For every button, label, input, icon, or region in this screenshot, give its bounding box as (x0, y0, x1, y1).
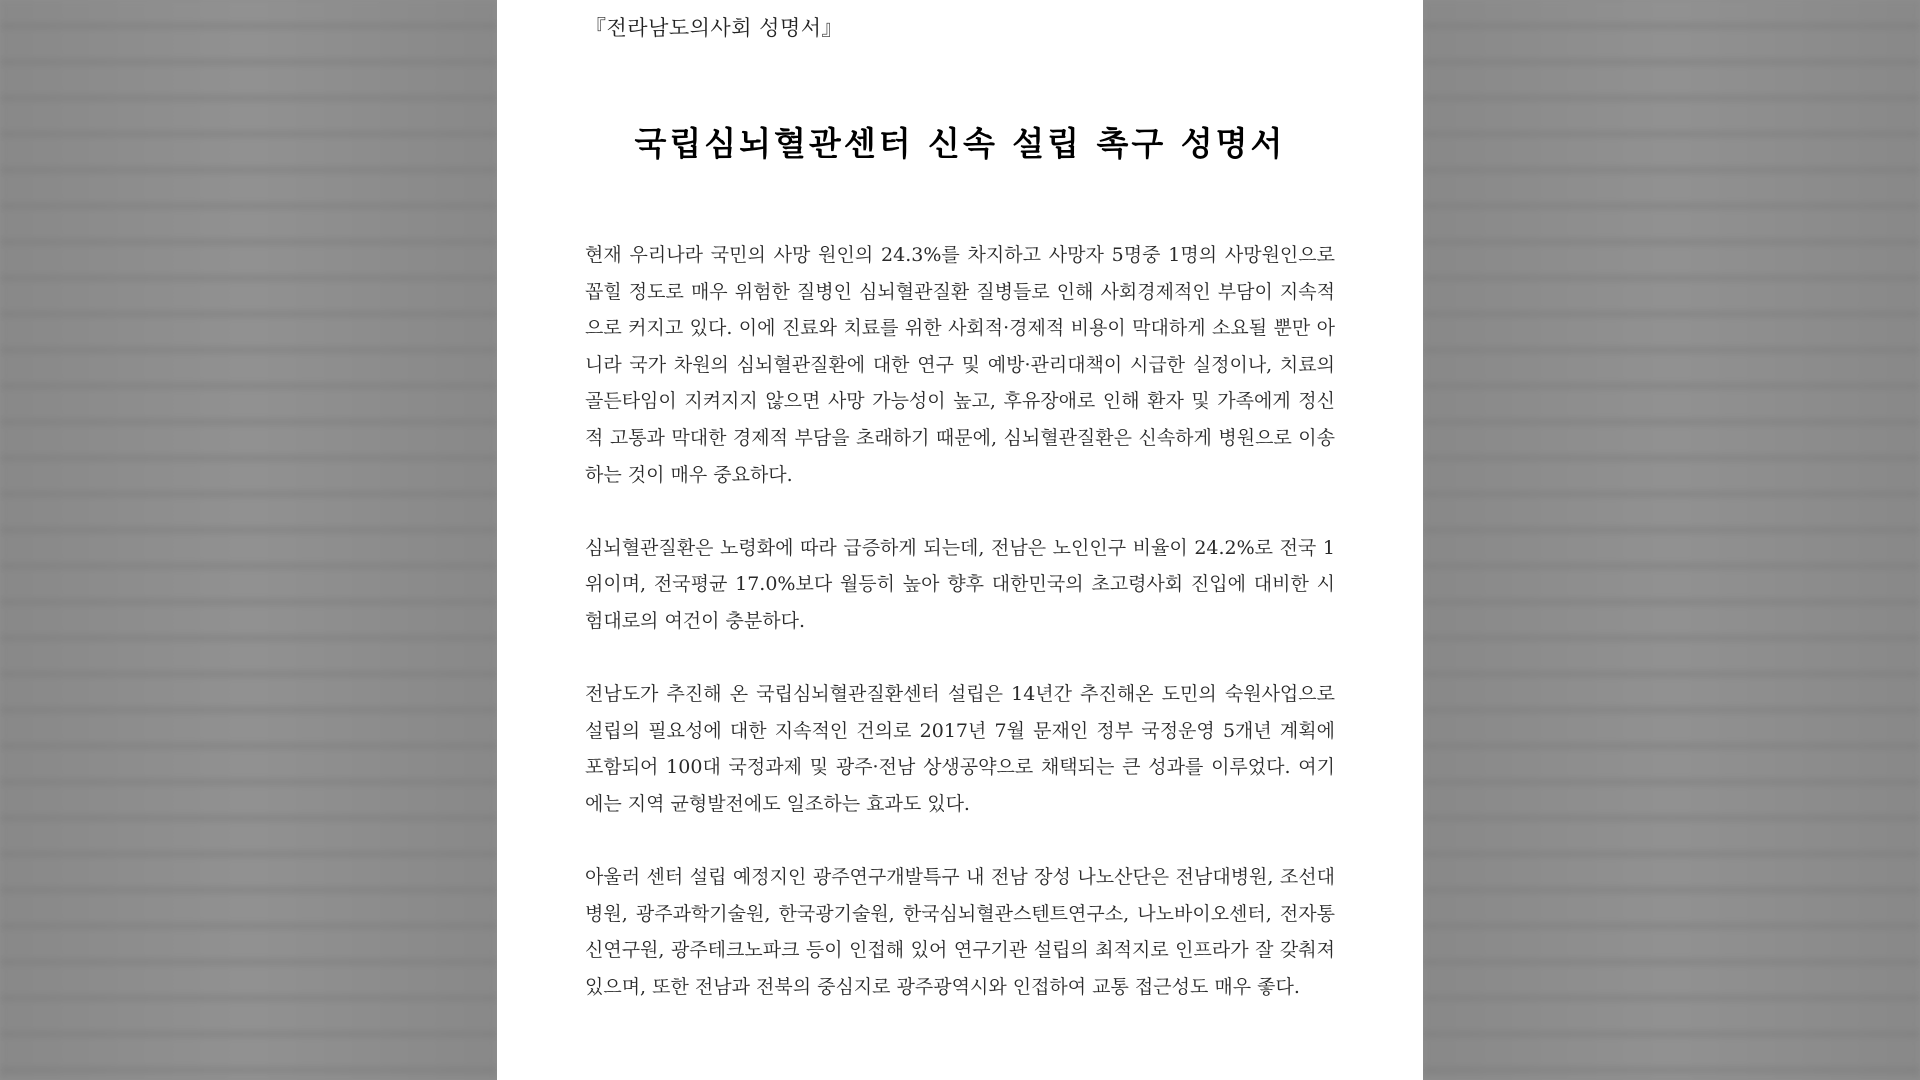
paragraph-3: 전남도가 추진해 온 국립심뇌혈관질환센터 설립은 14년간 추진해온 도민의 숙원사업으로 설립의 필요성에 대한 지속적인 건의로 2017년 7월 문재인 정부 국정운영 5개년 계획에 포함되어 100대 국정과제 및 광주·전남 상생공약으로 채택되는 큰 성과를 이루었다. 여기에는 지역 균형발전에도 일조하는 효과도 있다. (585, 683, 1335, 815)
document-body (585, 237, 1335, 1005)
paragraph-1: 현재 우리나라 국민의 사망 원인의 24.3%를 차지하고 사망자 5명중 1명의 사망원인으로 꼽힐 정도로 매우 위험한 질병인 심뇌혈관질환 질병들로 인해 사회경제적인 부담이 지속적으로 커지고 있다. 이에 진료와 치료를 위한 사회적·경제적 비용이 막대하게 소요될 뿐만 아니라 국가 차원의 심뇌혈관질환에 대한 연구 및 예방·관리대책이 시급한 실정이나, 치료의 골든타임이 지켜지지 않으면 사망 가능성이 높고, 후유장애로 인해 환자 및 가족에게 정신적 고통과 막대한 경제적 부담을 초래하기 때문에, 심뇌혈관질환은 신속하게 병원으로 이송하는 것이 매우 중요하다. (585, 244, 1335, 486)
blurred-background-right (1423, 0, 1920, 1080)
paragraph-2: 심뇌혈관질환은 노령화에 따라 급증하게 되는데, 전남은 노인인구 비율이 24.2%로 전국 1위이며, 전국평균 17.0%보다 월등히 높아 향후 대한민국의 초고령사회 진입에 대비한 시험대로의 여건이 충분하다. (585, 536, 1335, 632)
paragraph-4: 아울러 센터 설립 예정지인 광주연구개발특구 내 전남 장성 나노산단은 전남대병원, 조선대병원, 광주과학기술원, 한국광기술원, 한국심뇌혈관스텐트연구소, 나노바이오센터, 전자통신연구원, 광주테크노파크 등이 인접해 있어 연구기관 설립의 최적지로 인프라가 잘 갖춰져 있으며, 또한 전남과 전북의 중심지로 광주광역시와 인접하여 교통 접근성도 매우 좋다. (585, 866, 1335, 998)
document-header: 『전라남도의사회 성명서』 (585, 16, 844, 40)
blurred-background-left (0, 0, 497, 1080)
document-title: 국립심뇌혈관센터 신속 설립 촉구 성명서 (634, 124, 1286, 163)
document-page (497, 0, 1423, 1080)
